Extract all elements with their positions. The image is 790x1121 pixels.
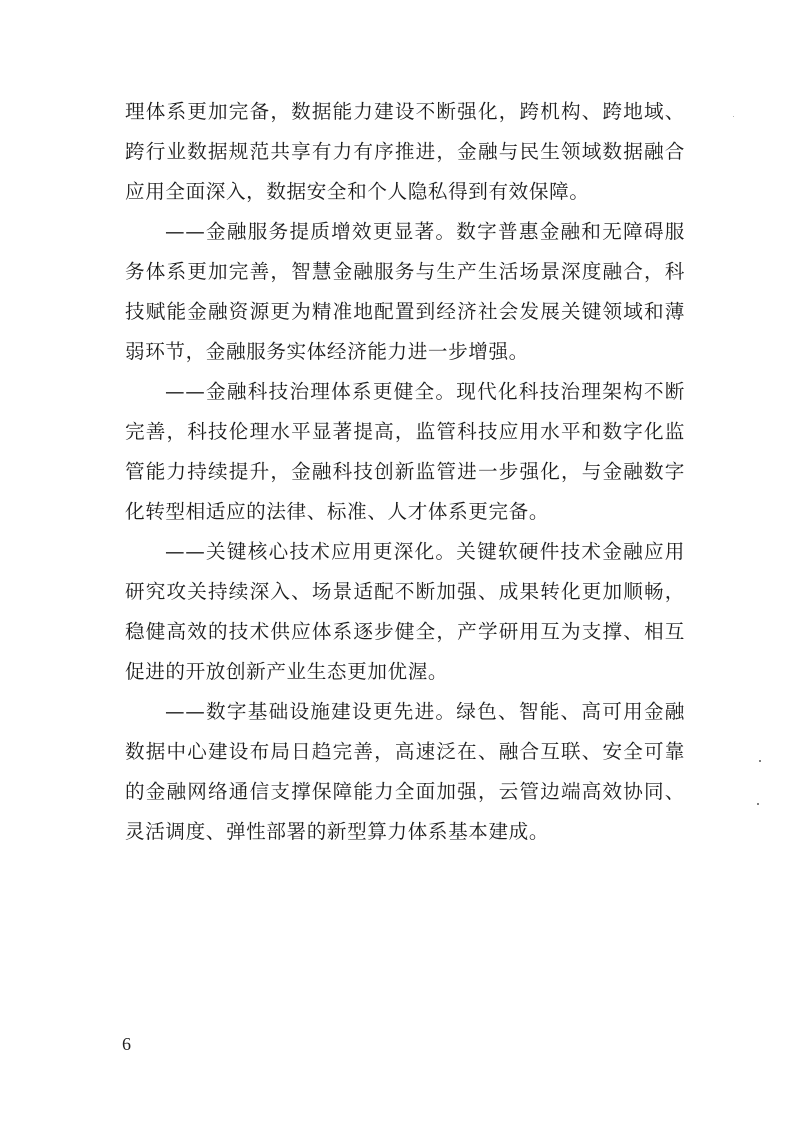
paragraph-lead: ——金融服务提质增效更显著。 xyxy=(165,220,457,243)
paragraph-text: 理体系更加完备，数据能力建设不断强化，跨机构、跨地域、跨行业数据规范共享有力有序推进，金融与民生领域数据融合应用全面深入，数据安全和个人隐私得到有效保障。 xyxy=(125,100,685,203)
paragraph-financial-services xyxy=(125,212,685,372)
paragraph-lead: ——数字基础设施建设更先进。 xyxy=(165,700,457,723)
paragraph-core-technology xyxy=(125,532,685,692)
page-number: 6 xyxy=(122,1034,131,1054)
paragraph-text: 绿色、智能、高可用金融数据中心建设布局日趋完善，高速泛在、融合互联、安全可靠的金融网络通信支撑保障能力全面加强，云管边端高效协同、灵活调度、弹性部署的新型算力体系基本建成。 xyxy=(125,700,685,843)
paragraph-governance xyxy=(125,372,685,532)
scan-speck xyxy=(757,803,759,805)
body-text xyxy=(125,92,685,852)
paragraph-lead: ——金融科技治理体系更健全。 xyxy=(165,380,457,403)
paragraph-text: 数字普惠金融和无障碍服务体系更加完善，智慧金融服务与生产生活场景深度融合，科技赋能金融资源更为精准地配置到经济社会发展关键领域和薄弱环节，金融服务实体经济能力进一步增强。 xyxy=(125,220,685,363)
scan-speck xyxy=(759,760,761,762)
paragraph-lead: ——关键核心技术应用更深化。 xyxy=(165,540,457,563)
paragraph-text: 现代化科技治理架构不断完善，科技伦理水平显著提高，监管科技应用水平和数字化监管能力持续提升，金融科技创新监管进一步强化，与金融数字化转型相适应的法律、标准、人才体系更完备。 xyxy=(125,380,685,523)
scan-speck xyxy=(733,116,734,117)
paragraph-continuation xyxy=(125,92,685,212)
paragraph-infrastructure xyxy=(125,692,685,852)
paragraph-text: 关键软硬件技术金融应用研究攻关持续深入、场景适配不断加强、成果转化更加顺畅，稳健高效的技术供应体系逐步健全，产学研用互为支撑、相互促进的开放创新产业生态更加优渥。 xyxy=(125,540,685,683)
